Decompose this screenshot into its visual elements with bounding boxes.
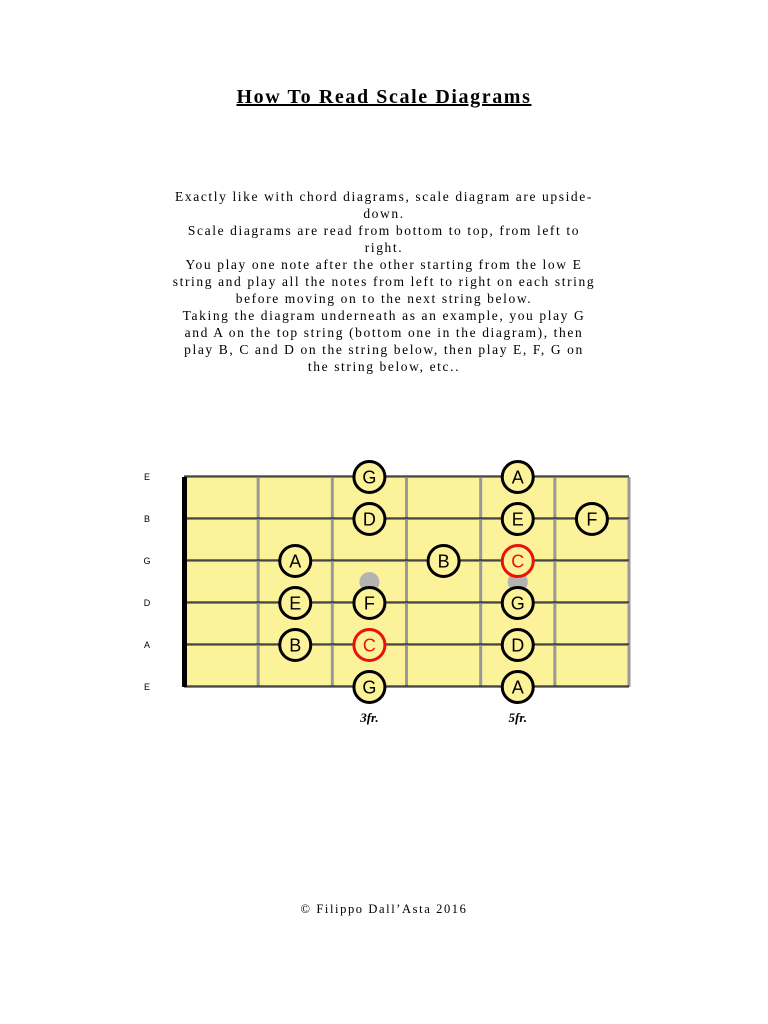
fret-number-label: 5fr. [508,710,527,725]
string-name-label: E [143,682,150,692]
note-label: G [362,677,377,698]
fret-wire [405,477,408,687]
note-label: B [437,551,450,572]
note-label: C [511,551,525,572]
copyright-footer: © Filippo Dall’Asta 2016 [300,902,468,916]
note-label: A [289,551,302,572]
note-label: F [586,509,598,530]
string-name-label: G [143,556,151,566]
note-label: F [363,593,375,614]
note-label: B [289,635,302,656]
intro-line: Scale diagrams are read from bottom to top, from left to [187,223,581,238]
intro-line: before moving on to the next string below. [235,291,533,306]
intro-line: down. [363,206,405,221]
note-label: C [362,635,376,656]
note-label: E [511,509,524,530]
intro-line: right. [364,240,404,255]
intro-line: You play one note after the other starting from the low E [185,257,583,272]
string-name-label: B [143,514,150,524]
note-label: D [362,509,376,530]
intro-line: Exactly like with chord diagrams, scale diagram are upside- [175,189,593,204]
intro-line: Taking the diagram underneath as an example, you play G [182,308,586,323]
note-label: G [510,593,525,614]
note-label: A [511,677,524,698]
fret-wire [553,477,556,687]
fret-number-label: 3fr. [360,710,379,725]
note-label: A [511,467,524,488]
fret-wire [257,477,260,687]
fret-wire [479,477,482,687]
intro-line: play B, C and D on the string below, then play E, F, G on [184,342,584,357]
intro-line: and A on the top string (bottom one in the diagram), then [184,325,584,340]
intro-line: the string below, etc.. [307,359,461,374]
page-title: How To Read Scale Diagrams [236,86,532,108]
fret-wire [628,477,631,687]
string-name-label: E [143,472,150,482]
note-label: D [511,635,525,656]
string-name-label: A [143,640,150,650]
note-label: G [362,467,377,488]
string-name-label: D [143,598,151,608]
intro-line: string and play all the notes from left to right on each string [172,274,596,289]
nut [182,477,187,687]
fret-wire [331,477,334,687]
note-label: E [289,593,302,614]
